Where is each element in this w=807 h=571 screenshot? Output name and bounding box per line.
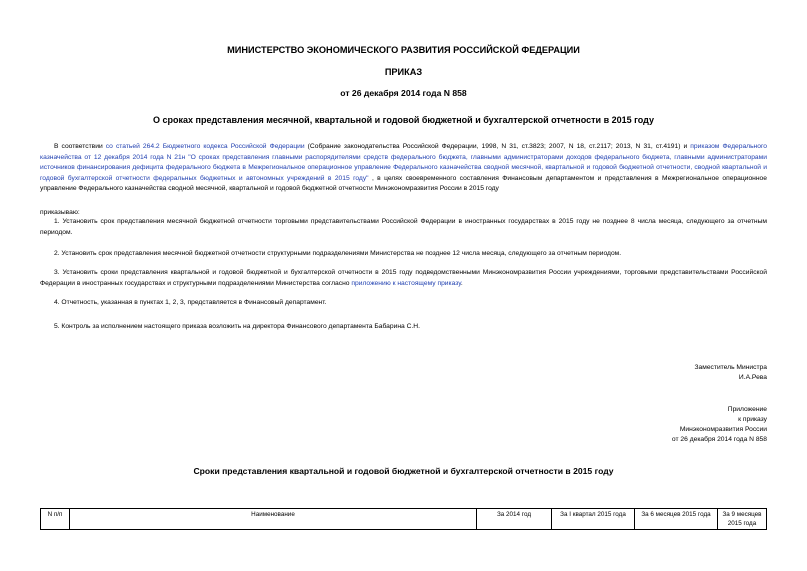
item-3: [40, 268, 767, 289]
appendix-link[interactable]: приложению к настоящему приказу: [351, 279, 461, 287]
signatory-position: Заместитель Министра: [694, 364, 767, 371]
appendix-line-1: Приложение: [727, 406, 767, 413]
header-cell-name: Наименование: [70, 509, 477, 530]
treasury-order-link[interactable]: приказом Федерального казначейства от 12 декабря 2014 года N 21н "О сроках представления главными распорядителями средств федерального бюджета, главными администраторами доходов федерального бюджета, главными администраторами источников финансирования дефицита федерального бюджета в Межрегиональное операционное управление Федерального казначейства сводной месячной, квартальной и годовой бюджетной отчетности, сводной квартальной и годовой бухгалтерской отчетности федеральных бюджетных и автономных учреждений в 2015 году": [40, 143, 767, 182]
appendix-line-4: от 26 декабря 2014 года N 858: [671, 436, 767, 443]
appendix-line-2: к приказу: [738, 416, 767, 423]
order-date-number: от 26 декабря 2014 года N 858: [340, 88, 467, 98]
item-2-text: 2. Установить срок представления месячной бюджетной отчетности структурными подразделениями Министерства не позднее 12 числа месяца, следующего за отчетным периодом.: [54, 250, 622, 257]
item-5: [40, 322, 767, 333]
order-subject: О сроках представления месячной, квартальной и годовой бюджетной и бухгалтерской отчетности в 2015 году: [153, 115, 654, 125]
item-5-text: 5. Контроль за исполнением настоящего приказа возложить на директора Финансового департамента Бабарина С.Н.: [54, 323, 420, 330]
preamble-text-1: В соответствии: [54, 143, 106, 150]
budget-code-link[interactable]: со статьей 264.2 Бюджетного кодекса Российской Федерации: [105, 143, 305, 150]
item-1: [40, 217, 767, 238]
appendix-block: [672, 405, 767, 445]
appendix-line-3: Минэкономразвития России: [679, 426, 767, 433]
preamble-paragraph: [40, 142, 767, 195]
header-cell-2014: За 2014 год: [477, 509, 552, 530]
preamble-text-3: , в целях своевременного составления Финансовым департаментом и представления в Межрегиональное операционное управление Федерального казначейства сводной месячной, квартальной и годовой бюджетной отчетности Минэкономразвития России в 2015 году: [40, 174, 767, 193]
table-title: Сроки представления квартальной и годовой бюджетной и бухгалтерской отчетности в 2015 году: [193, 466, 614, 476]
doc-type-heading: ПРИКАЗ: [384, 67, 423, 77]
deadlines-table: [40, 508, 767, 530]
item-2: [40, 249, 767, 260]
header-cell-q1-2015: За I квартал 2015 года: [552, 509, 635, 530]
item-4-text: 4. Отчетность, указанная в пунктах 1, 2, 3, представляется в Финансовый департамент.: [54, 299, 327, 306]
item-4: [40, 298, 767, 309]
orders-word: приказываю:: [40, 209, 80, 216]
table-header-row: [41, 509, 767, 530]
item-3-text: 3. Установить сроки представления квартальной и годовой бюджетной и бухгалтерской отчетности в 2015 году подведомственными Минэкономразвития России учреждениями, торговыми представительствами Российской Федерации в иностранных государствах и структурными подразделениями Министерства согласно: [40, 269, 767, 287]
preamble-text-2: (Собрание законодательства Российской Федерации, 1998, N 31, ст.3823; 2007, N 18, ст.2117; 2013, N 31, ст.4191) и: [304, 143, 691, 150]
signature-block: [694, 363, 767, 383]
item-1-text: 1. Установить срок представления месячной бюджетной отчетности торговыми представительствами Российской Федерации в иностранных государствах в 2015 году не позднее 8 числа месяца, следующего за отчетным периодом.: [40, 218, 767, 236]
header-cell-6m-2015: За 6 месяцев 2015 года: [635, 509, 718, 530]
item-3-end: .: [460, 279, 463, 287]
ministry-heading: МИНИСТЕРСТВО ЭКОНОМИЧЕСКОГО РАЗВИТИЯ РОССИЙСКОЙ ФЕДЕРАЦИИ: [227, 45, 580, 55]
header-cell-number: N п/п: [41, 509, 70, 530]
header-cell-9m-2015: За 9 месяцев 2015 года: [718, 509, 767, 530]
signatory-name: И.А.Рева: [738, 374, 767, 381]
